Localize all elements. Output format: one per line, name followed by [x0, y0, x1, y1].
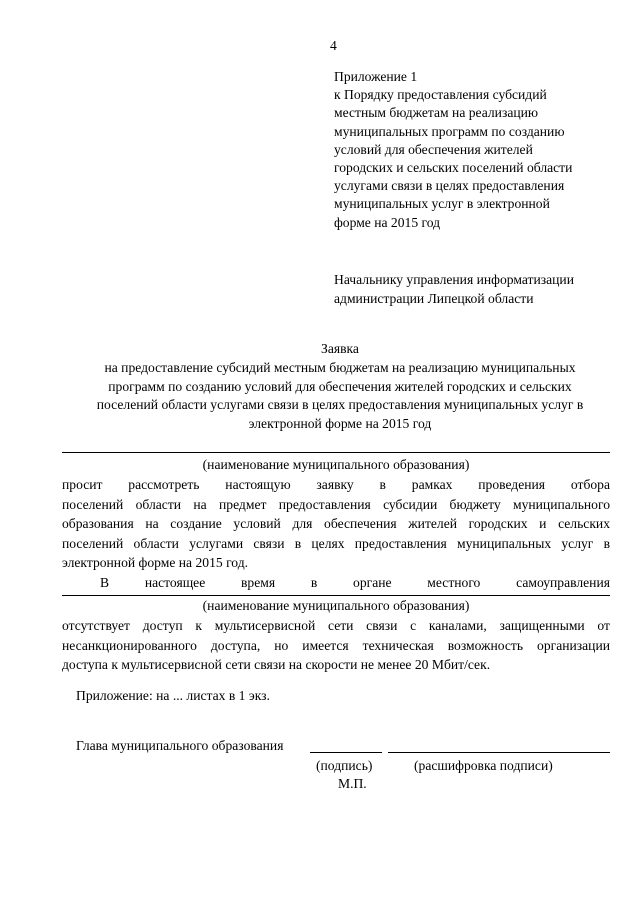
paragraph-line: несанкционированного доступа, но имеется техническая возможность организации [62, 637, 610, 653]
appendix-line: городских и сельских поселений области [334, 160, 573, 176]
caption-municipality-2: (наименование муниципального образования) [202, 598, 470, 613]
application-heading: Заявка [321, 341, 359, 356]
paragraph-line: поселений области услугами связи в целях предоставления муниципальных услуг в [62, 535, 610, 551]
municipality-name-line-2 [62, 595, 610, 596]
appendix-block [334, 68, 572, 232]
signature-decode-line [388, 752, 610, 753]
signature-label: Глава муниципального образования [76, 738, 284, 753]
paragraph-line: поселений области на предмет предоставления субсидии бюджету муниципального [62, 496, 610, 512]
appendix-line: условий для обеспечения жителей [334, 141, 533, 157]
paragraph-line: просит рассмотреть настоящую заявку в рамках проведения отбора [62, 477, 610, 492]
appendix-title: Приложение 1 [334, 69, 418, 84]
application-subtitle-line: программ по созданию условий для обеспечения жителей городских и сельских [108, 378, 572, 394]
signature-caption: (подпись) [316, 758, 373, 773]
addressee-line: Начальнику управления информатизации [334, 272, 574, 287]
appendix-line: к Порядку предоставления субсидий [334, 87, 547, 103]
paragraph-access [62, 616, 610, 675]
appendix-line: услугами связи в целях предоставления [334, 178, 565, 194]
page-number: 4 [330, 38, 337, 53]
municipality-name-line-1 [62, 452, 610, 453]
attachment-note: Приложение: на ... листах в 1 экз. [76, 688, 270, 703]
paragraph-line: доступа к мультисервисной сети связи на скорости не менее 20 Мбит/сек. [62, 657, 491, 673]
application-subtitle-line: поселений области услугами связи в целях предоставления муниципальных услуг в [96, 397, 584, 413]
caption-municipality-1: (наименование муниципального образования) [202, 457, 470, 472]
application-block [60, 340, 620, 434]
addressee-line: администрации Липецкой области [334, 291, 534, 306]
appendix-line: муниципальных услуг в электронной [334, 196, 550, 212]
paragraph-line: В настоящее время в органе местного самоуправления [100, 574, 610, 590]
appendix-line: местным бюджетам на реализацию [334, 105, 539, 121]
signature-decode-caption: (расшифровка подписи) [414, 758, 553, 773]
signature-line [310, 752, 382, 753]
paragraph-line: электронной форме на 2015 год. [62, 555, 249, 571]
appendix-line: форме на 2015 год [334, 214, 441, 230]
addressee-block [334, 270, 574, 308]
seal-placeholder: М.П. [338, 776, 367, 791]
paragraph-line: отсутствует доступ к мультисервисной сети связи с каналами, защищенными от [62, 618, 610, 633]
paragraph-line: образования на создание условий для обеспечения жителей городских и сельских [62, 516, 610, 532]
application-subtitle-line: электронной форме на 2015 год [248, 416, 432, 432]
appendix-line: муниципальных программ по созданию [334, 123, 565, 139]
application-subtitle-line: на предоставление субсидий местным бюджетам на реализацию муниципальных [104, 359, 576, 375]
paragraph-request [62, 475, 610, 593]
